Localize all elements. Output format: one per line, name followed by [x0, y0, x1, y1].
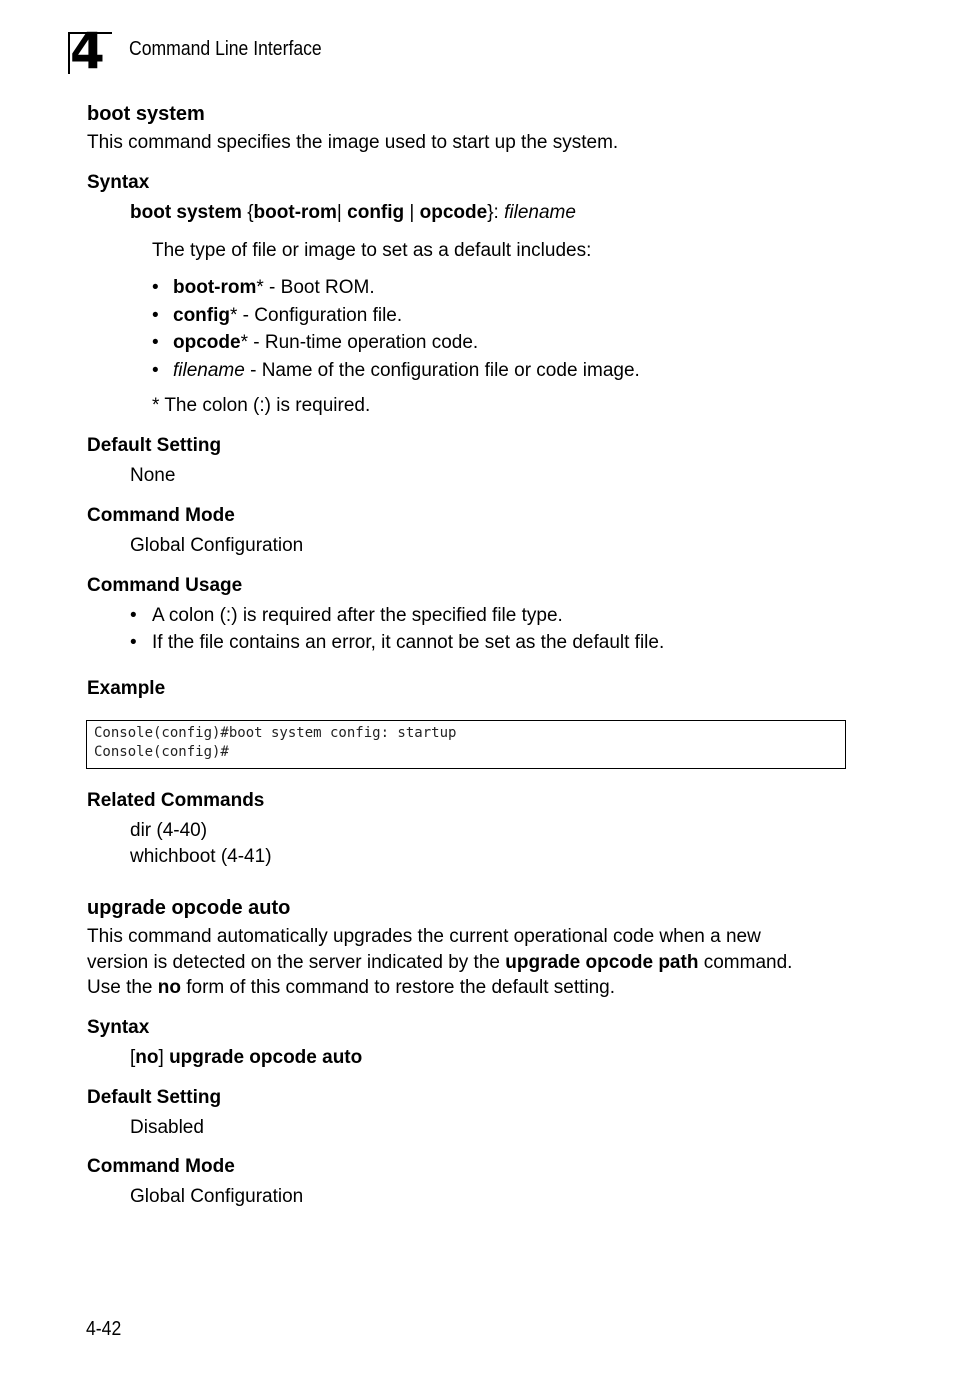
usage-item: A colon (:) is required after the specified file type. [152, 605, 563, 626]
param-config: config* - Configuration file. [173, 305, 403, 326]
param-opcode: opcode* - Run-time operation code. [173, 332, 479, 353]
syntax-heading: Syntax [87, 172, 150, 193]
related-commands-heading: Related Commands [87, 790, 265, 811]
syntax-intro: The type of file or image to set as a default includes: [152, 240, 592, 261]
related-command-dir: dir (4-40) [130, 820, 208, 841]
upgrade-syntax: [no] upgrade opcode auto [130, 1047, 363, 1068]
bullet: • [130, 632, 137, 653]
bullet: • [130, 605, 137, 626]
usage-item: If the file contains an error, it cannot be set as the default file. [152, 632, 665, 653]
section-title-boot-system: boot system [87, 103, 205, 125]
command-usage-heading: Command Usage [87, 575, 243, 596]
related-command-whichboot: whichboot (4-41) [130, 846, 272, 867]
example-heading: Example [87, 678, 166, 699]
boot-system-syntax: boot system {boot-rom| config | opcode}: filename [130, 202, 576, 223]
page-number: 4-42 [86, 1318, 122, 1340]
bullet: • [152, 277, 159, 298]
default-setting-value: Disabled [130, 1117, 204, 1138]
section-title-upgrade-opcode-auto: upgrade opcode auto [87, 897, 291, 919]
param-boot-rom: boot-rom* - Boot ROM. [173, 277, 375, 298]
upgrade-description-line: Use the no form of this command to restore the default setting. [87, 977, 616, 998]
command-mode-heading: Command Mode [87, 1156, 235, 1177]
example-code-box [86, 720, 846, 769]
code-line: Console(config)#boot system config: startup [94, 725, 457, 741]
bullet: • [152, 332, 159, 353]
upgrade-description-line: This command automatically upgrades the current operational code when a new [87, 926, 761, 947]
boot-system-description: This command specifies the image used to start up the system. [87, 132, 619, 153]
colon-note: * The colon (:) is required. [152, 395, 371, 416]
param-filename: filename - Name of the configuration file or code image. [173, 360, 640, 381]
command-mode-heading: Command Mode [87, 505, 235, 526]
bullet: • [152, 305, 159, 326]
command-mode-value: Global Configuration [130, 1186, 304, 1207]
default-setting-heading: Default Setting [87, 1087, 222, 1108]
code-line: Console(config)# [94, 744, 229, 760]
default-setting-value: None [130, 465, 176, 486]
upgrade-description-line: version is detected on the server indicated by the upgrade opcode path command. [87, 952, 793, 973]
default-setting-heading: Default Setting [87, 435, 222, 456]
chapter-number-box [68, 22, 112, 80]
chapter-title: Command Line Interface [129, 38, 322, 60]
chapter-number: 4 [70, 22, 105, 80]
command-mode-value: Global Configuration [130, 535, 304, 556]
syntax-heading: Syntax [87, 1017, 150, 1038]
bullet: • [152, 360, 159, 381]
